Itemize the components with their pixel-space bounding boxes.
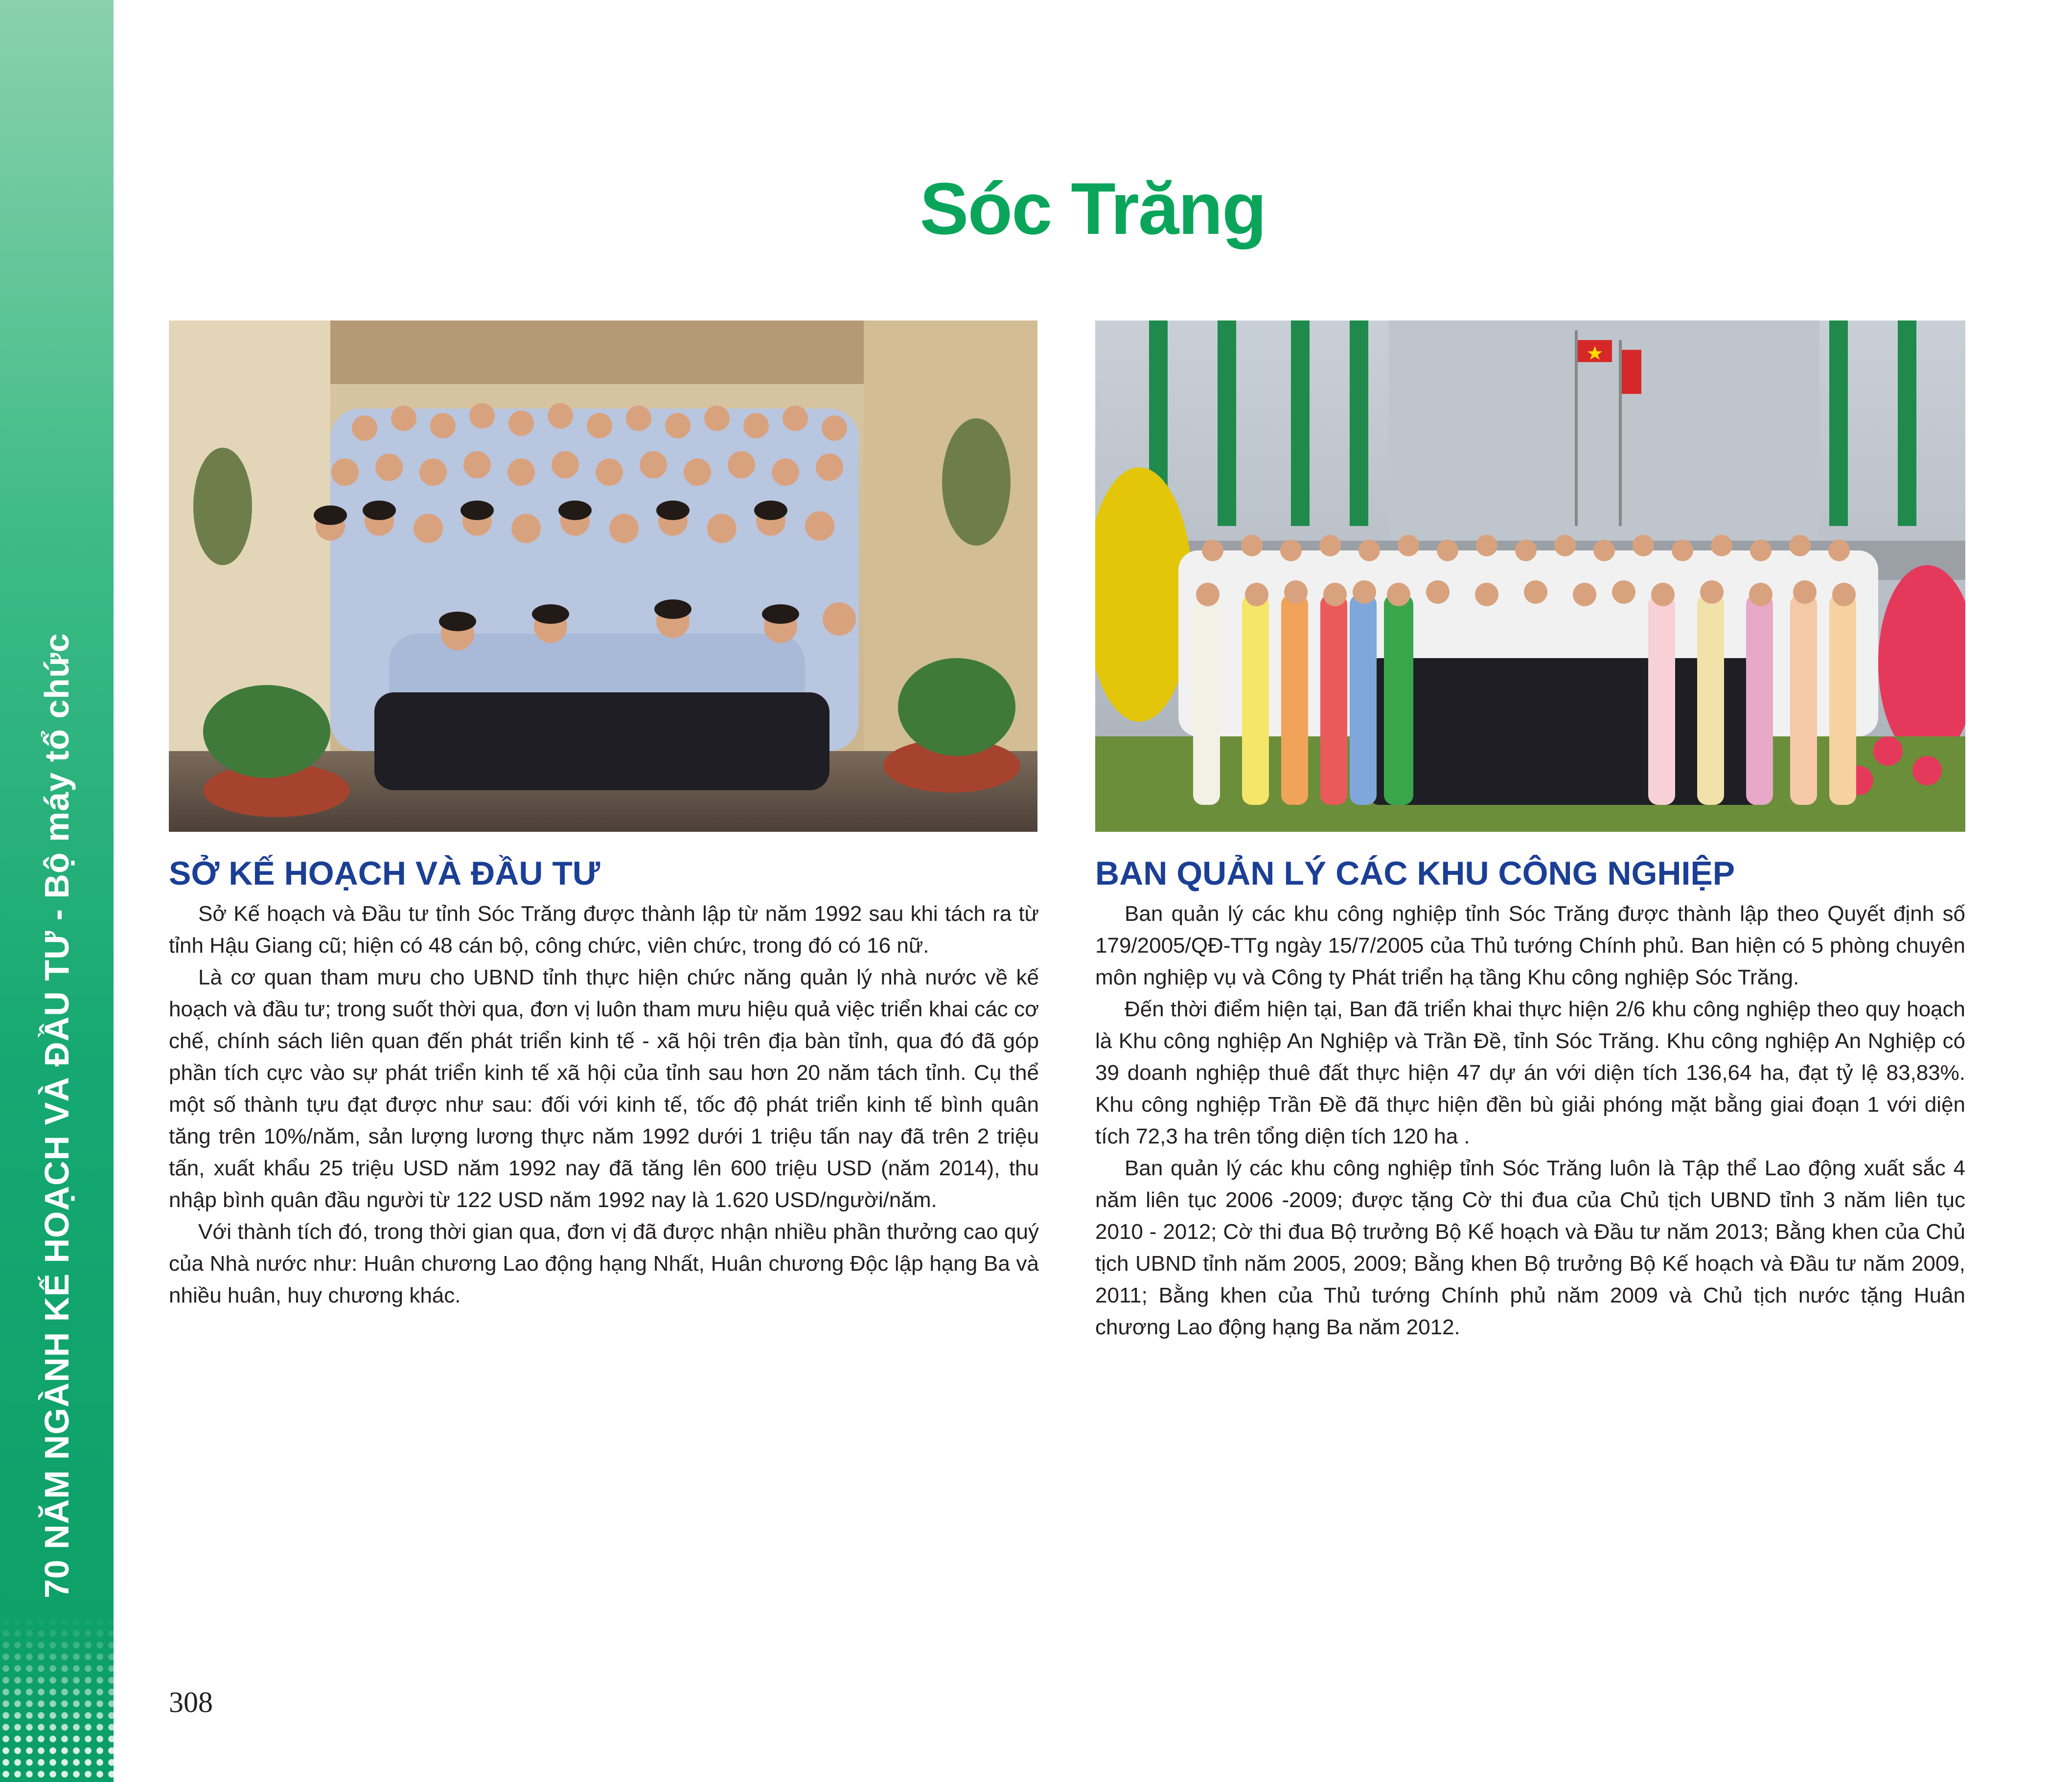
sidebar-label: 70 NĂM NGÀNH KẾ HOẠCH VÀ ĐẦU TƯ - Bộ máy tổ chức [38,633,76,1599]
industrial-board-paragraph: Đến thời điểm hiện tại, Ban đã triển khai thực hiện 2/6 khu công nghiệp theo quy hoạch là Khu công nghiệp An Nghiệp và Trần Đề, tỉnh Sóc Trăng. Khu công nghiệp An Nghiệp có 39 doanh nghiệp thuê đất thực hiện 47 dự án với diện tích 136,64 ha, đạt tỷ lệ 83,83%. Khu công nghiệp Trần Đề đã thực hiện đền bù giải phóng mặt bằng giai đoạn 1 với diện tích 72,3 ha trên tổng diện tích 120 ha . [1095,997,1965,1148]
group-photo-department-image [169,320,1037,832]
sidebar-band [0,0,114,1782]
industrial-board-section [1095,854,1965,1343]
department-heading: SỞ KẾ HOẠCH VÀ ĐẦU TƯ [169,855,600,892]
department-paragraph: Sở Kế hoạch và Đầu tư tỉnh Sóc Trăng được thành lập từ năm 1992 sau khi tách ra từ tỉnh Hậu Giang cũ; hiện có 48 cán bộ, công chức, viên chức, trong đó có 16 nữ. [169,901,1039,958]
halftone-dots-decoration [0,1616,114,1782]
group-photo-department [169,320,1037,832]
industrial-board-heading: BAN QUẢN LÝ CÁC KHU CÔNG NGHIỆP [1095,855,1735,892]
department-section [169,854,1039,1311]
group-photo-industrial-board-image [1095,320,1965,832]
industrial-board-paragraph: Ban quản lý các khu công nghiệp tỉnh Sóc Trăng luôn là Tập thể Lao động xuất sắc 4 năm liên tục 2006 -2009; được tặng Cờ thi đua của Chủ tịch UBND tỉnh 3 năm liên tục 2010 - 2012; Cờ thi đua Bộ trưởng Bộ Kế hoạch và Đầu tư năm 2013; Bằng khen của Chủ tịch UBND tỉnh năm 2005, 2009; Bằng khen Bộ trưởng Bộ Kế hoạch và Đầu tư năm 2009, 2011; Bằng khen của Thủ tướng Chính phủ năm 2009 và Chủ tịch nước tặng Huân chương Lao động hạng Ba năm 2012. [1095,1156,1965,1339]
industrial-board-paragraph: Ban quản lý các khu công nghiệp tỉnh Sóc Trăng được thành lập theo Quyết định số 179/2005/QĐ-TTg ngày 15/7/2005 của Thủ tướng Chính phủ. Ban hiện có 5 phòng chuyên môn nghiệp vụ và Công ty Phát triển hạ tầng Khu công nghiệp Sóc Trăng. [1095,901,1965,989]
page-title: Sóc Trăng [920,167,1266,250]
department-paragraph: Với thành tích đó, trong thời gian qua, đơn vị đã được nhận nhiều phần thưởng cao quý của Nhà nước như: Huân chương Lao động hạng Nhất, Huân chương Độc lập hạng Ba và nhiều huân, huy chương khác. [169,1219,1039,1307]
page-number: 308 [169,1686,213,1718]
group-photo-industrial-board [1095,320,1965,832]
department-paragraph: Là cơ quan tham mưu cho UBND tỉnh thực hiện chức năng quản lý nhà nước về kế hoạch và đầu tư; trong suốt thời qua, đơn vị luôn tham mưu hiệu quả việc triển khai các cơ chế, chính sách liên quan đến phát triển kinh tế - xã hội trên địa bàn tỉnh, qua đó đã góp phần tích cực vào sự phát triển kinh tế xã hội của tỉnh sau hơn 20 năm tách tỉnh. Cụ thể một số thành tựu đạt được như sau: đối với kinh tế, tốc độ phát triển kinh tế bình quân tăng trên 10%/năm, sản lượng lương thực năm 1992 dưới 1 triệu tấn nay đã trên 2 triệu tấn, xuất khẩu 25 triệu USD năm 1992 nay đã tăng lên 600 triệu USD (năm 2014), thu nhập bình quân đầu người từ 122 USD năm 1992 nay là 1.620 USD/người/năm. [169,965,1039,1212]
